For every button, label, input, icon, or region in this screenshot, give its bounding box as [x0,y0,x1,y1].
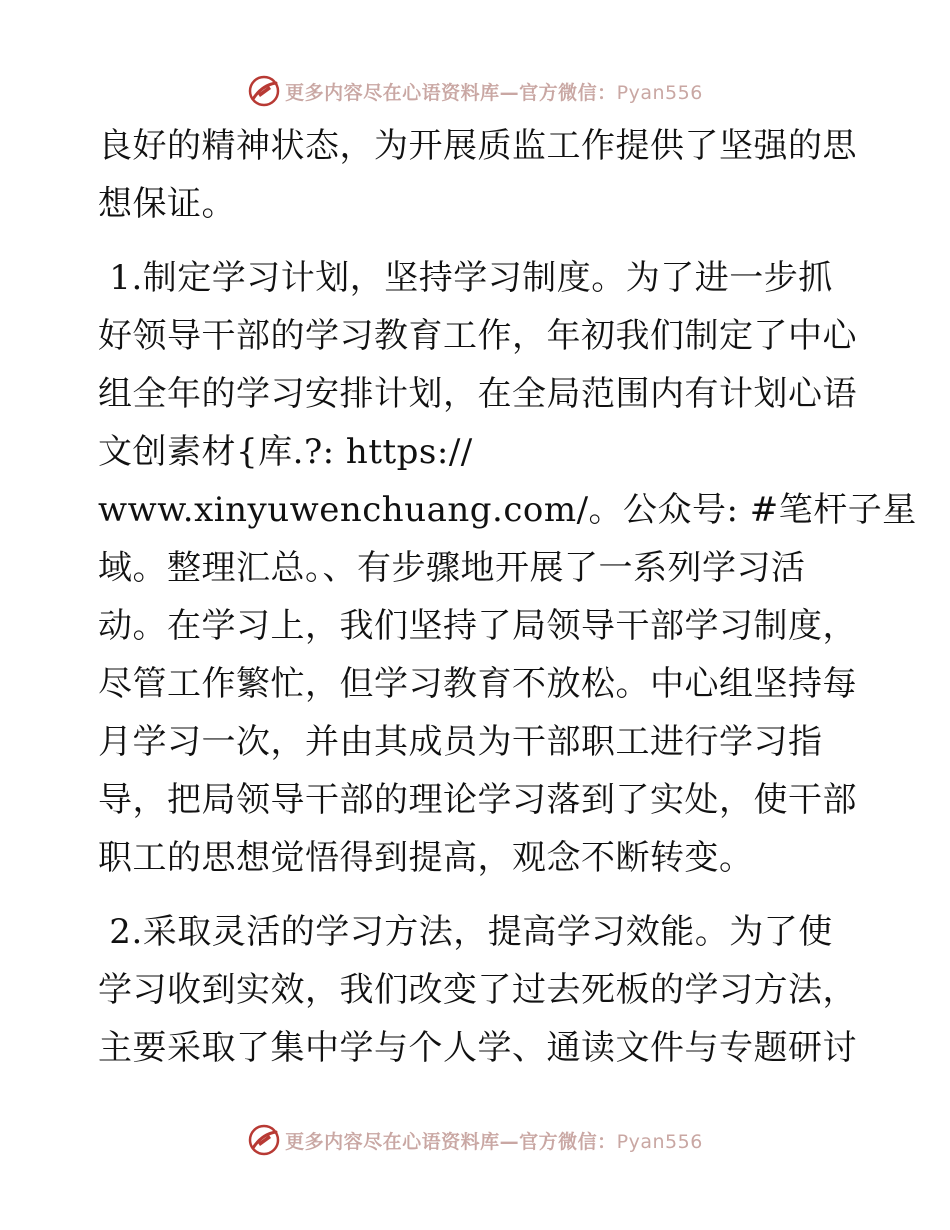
text-line: 动。在学习上，我们坚持了局领导干部学习制度， [98,606,857,646]
text-line: 尽管工作繁忙，但学习教育不放松。中心组坚持每 [98,664,857,704]
paragraph-2 [98,249,917,887]
text-line: 学习收到实效，我们改变了过去死板的学习方法， [98,970,857,1010]
header-banner-id: Pyan556 [616,81,703,104]
footer-banner [0,1115,950,1165]
text-line: 组全年的学习安排计划，在全局范围内有计划心语 [98,374,857,414]
text-line: 文创素材{库.?: https:// [98,432,473,472]
footer-banner-id: Pyan556 [616,1130,703,1153]
text-line: 良好的精神状态，为开展质监工作提供了坚强的思 [98,126,857,166]
text-line: www.xinyuwenchuang.com/。公众号: #笔杆子星 [98,490,917,530]
text-line: 1.制定学习计划，坚持学习制度。为了进一步抓 [98,258,833,298]
text-line: 主要采取了集中学与个人学、通读文件与专题研讨 [98,1028,857,1068]
text-line: 月学习一次，并由其成员为干部职工进行学习指 [98,722,823,762]
text-line: 职工的思想觉悟得到提高，观念不断转变。 [98,838,754,878]
text-line: 好领导干部的学习教育工作，年初我们制定了中心 [98,316,857,356]
paragraph-3 [98,903,858,1077]
paragraph-1 [98,117,858,233]
text-line: 导，把局领导干部的理论学习落到了实处，使干部 [98,780,857,820]
header-banner [0,66,950,116]
header-banner-text: 更多内容尽在心语资料库—官方微信：Pyan556 [285,81,703,104]
document-body [98,117,917,1077]
text-line: 域。整理汇总。、有步骤地开展了一系列学习活 [98,548,806,588]
pen-circle-logo-icon [247,74,281,108]
footer-banner-text: 更多内容尽在心语资料库—官方微信：Pyan556 [285,1130,703,1153]
pen-circle-logo-icon [247,1123,281,1157]
text-line: 2.采取灵活的学习方法，提高学习效能。为了使 [98,912,833,952]
text-line: 想保证。 [98,184,236,224]
